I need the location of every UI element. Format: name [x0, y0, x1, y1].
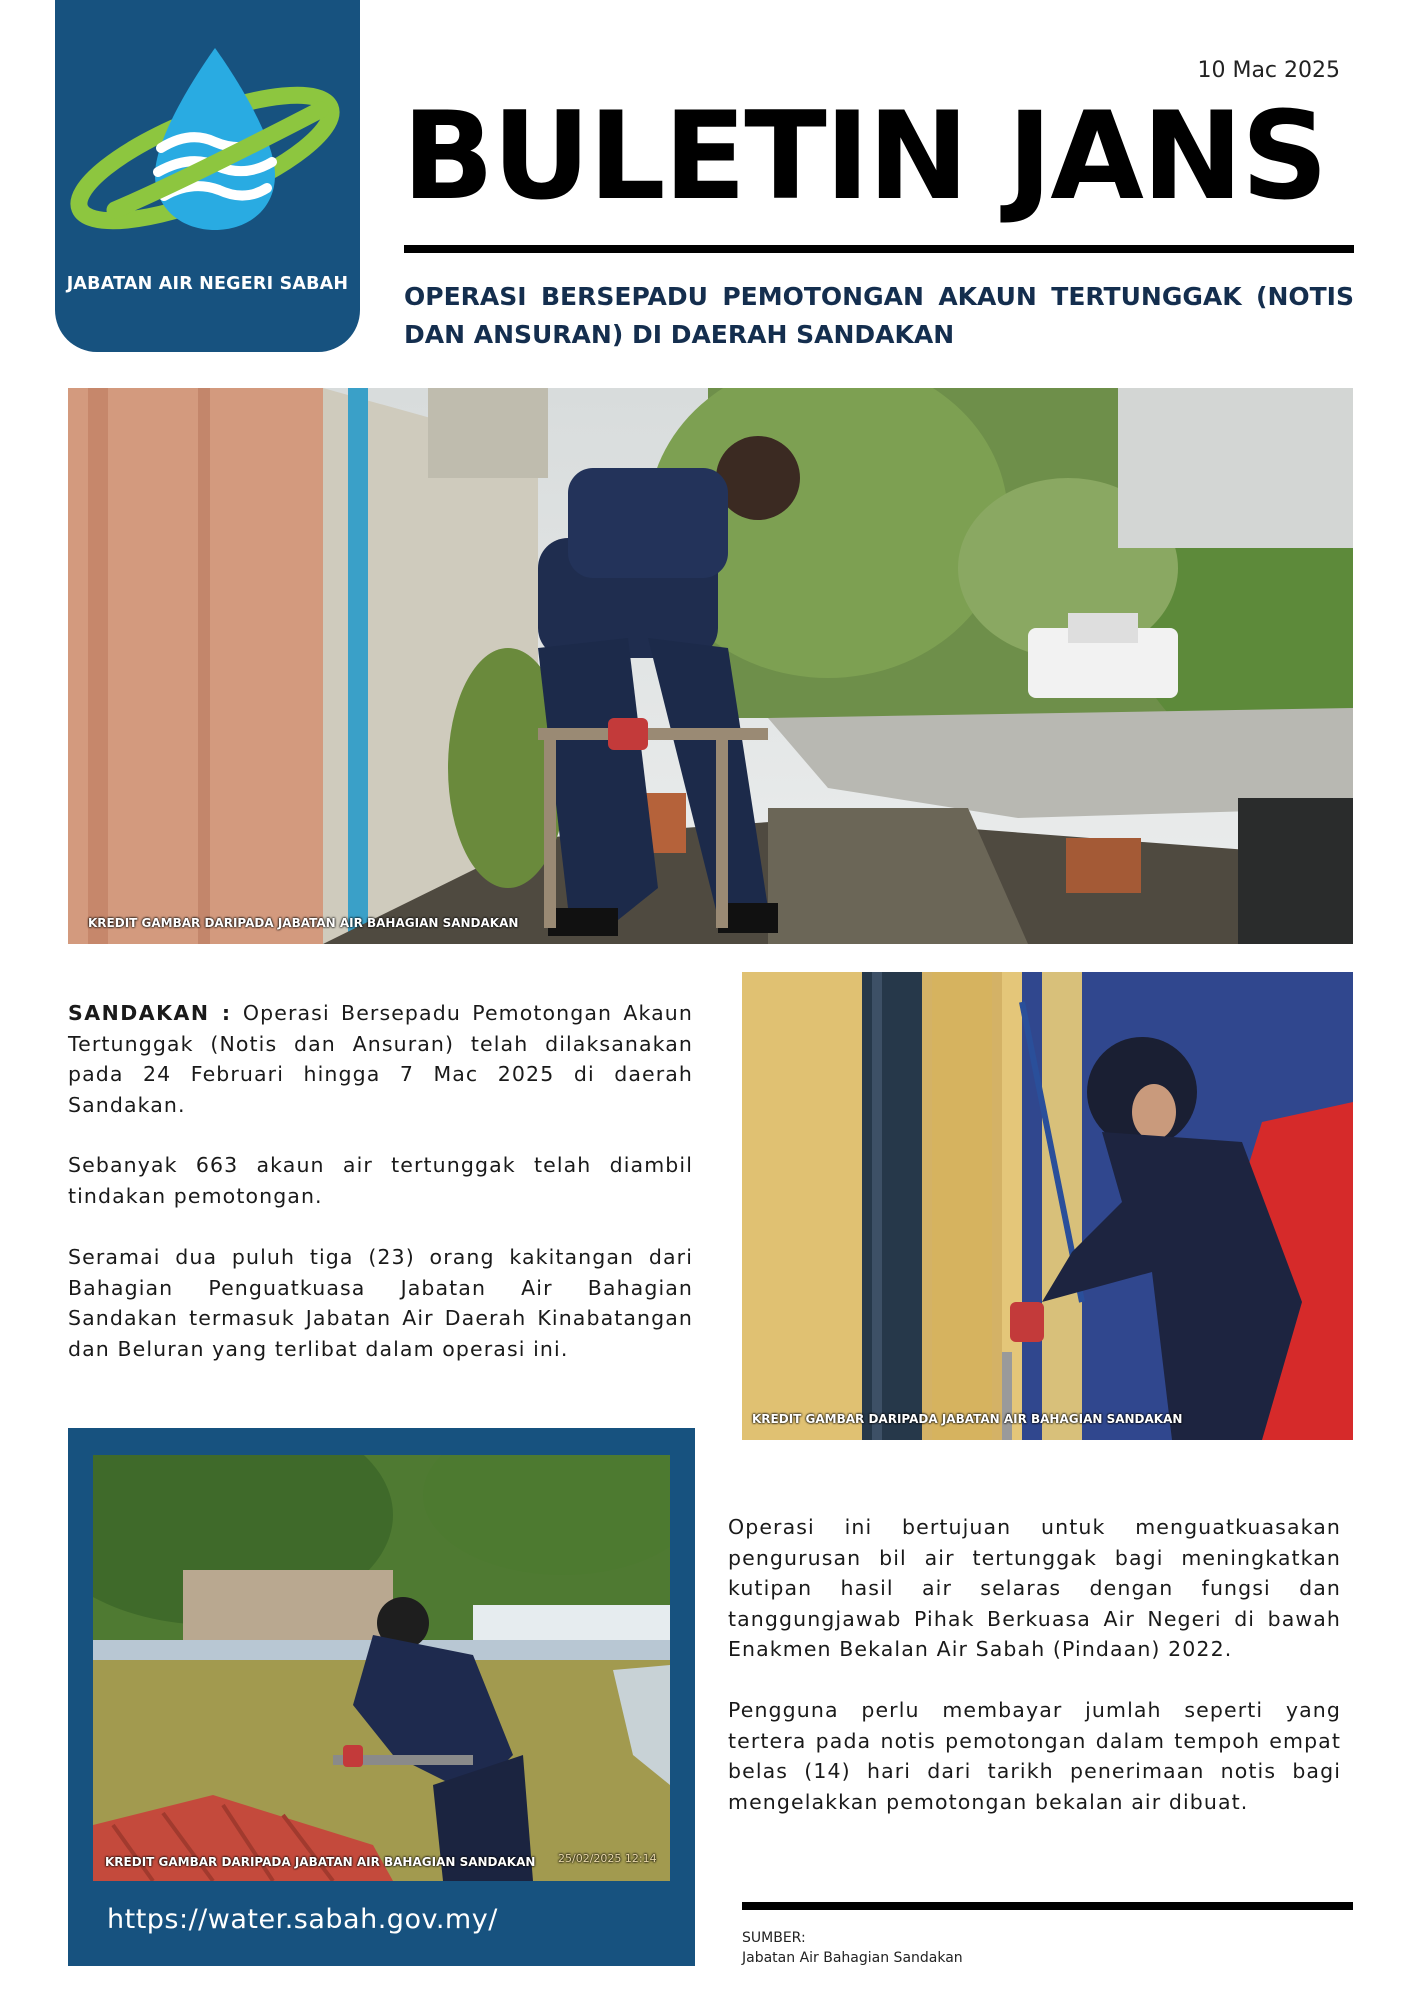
water-drop-logo-icon — [65, 30, 350, 245]
dateline: SANDAKAN : — [68, 1001, 232, 1025]
paragraph-3: Seramai dua puluh tiga (23) orang kakitangan dari Bahagian Penguatkuasa Jabatan Air Bahagian Sandakan termasuk Jabatan Air Daerah Kinabatangan dan Beluran yang terlibat dalam operasi ini. — [68, 1245, 693, 1361]
third-photo — [93, 1455, 670, 1881]
paragraph-4: Operasi ini bertujuan untuk menguatkuasakan pengurusan bil air tertunggak bagi meningkatkan kutipan hasil air selaras dengan fungsi dan tanggungjawab Pihak Berkuasa Air Negeri di bawah Enakmen Bekalan Air Sabah (Pindaan) 2022. — [728, 1515, 1341, 1661]
main-photo-credit: KREDIT GAMBAR DARIPADA JABATAN AIR BAHAGIAN SANDAKAN — [88, 916, 519, 930]
website-link[interactable]: https://water.sabah.gov.my/ — [107, 1904, 498, 1935]
logo-panel — [55, 0, 360, 352]
source-label: SUMBER: — [742, 1930, 806, 1946]
title-divider — [404, 245, 1354, 253]
paragraph-1 — [68, 998, 693, 1120]
main-photo — [68, 388, 1353, 944]
bulletin-date: 10 Mac 2025 — [1197, 58, 1340, 83]
paragraph-2: Sebanyak 663 akaun air tertunggak telah diambil tindakan pemotongan. — [68, 1153, 693, 1208]
source-text: Jabatan Air Bahagian Sandakan — [742, 1950, 963, 1966]
bulletin-title: BULETIN JANS — [402, 86, 1327, 227]
paragraph-5: Pengguna perlu membayar jumlah seperti yang tertera pada notis pemotongan dalam tempoh empat belas (14) hari dari tarikh penerimaan notis bagi mengelakkan pemotongan bekalan air dibuat. — [728, 1698, 1341, 1814]
photo-timestamp: 25/02/2025 12:14 — [558, 1852, 657, 1865]
second-photo-credit: KREDIT GAMBAR DARIPADA JABATAN AIR BAHAGIAN SANDAKAN — [752, 1412, 1183, 1426]
paragraph-1-text: Operasi Bersepadu Pemotongan Akaun Tertunggak (Notis dan Ansuran) telah dilaksanakan pada 24 Februari hingga 7 Mac 2025 di daerah Sandakan. — [68, 1001, 693, 1117]
article-headline: OPERASI BERSEPADU PEMOTONGAN AKAUN TERTUNGGAK (NOTIS DAN ANSURAN) DI DAERAH SANDAKAN — [404, 282, 1354, 349]
third-photo-credit: KREDIT GAMBAR DARIPADA JABATAN AIR BAHAGIAN SANDAKAN — [105, 1855, 536, 1869]
source-divider — [742, 1902, 1353, 1910]
second-photo — [742, 972, 1353, 1440]
logo-caption: JABATAN AIR NEGERI SABAH — [66, 274, 349, 294]
